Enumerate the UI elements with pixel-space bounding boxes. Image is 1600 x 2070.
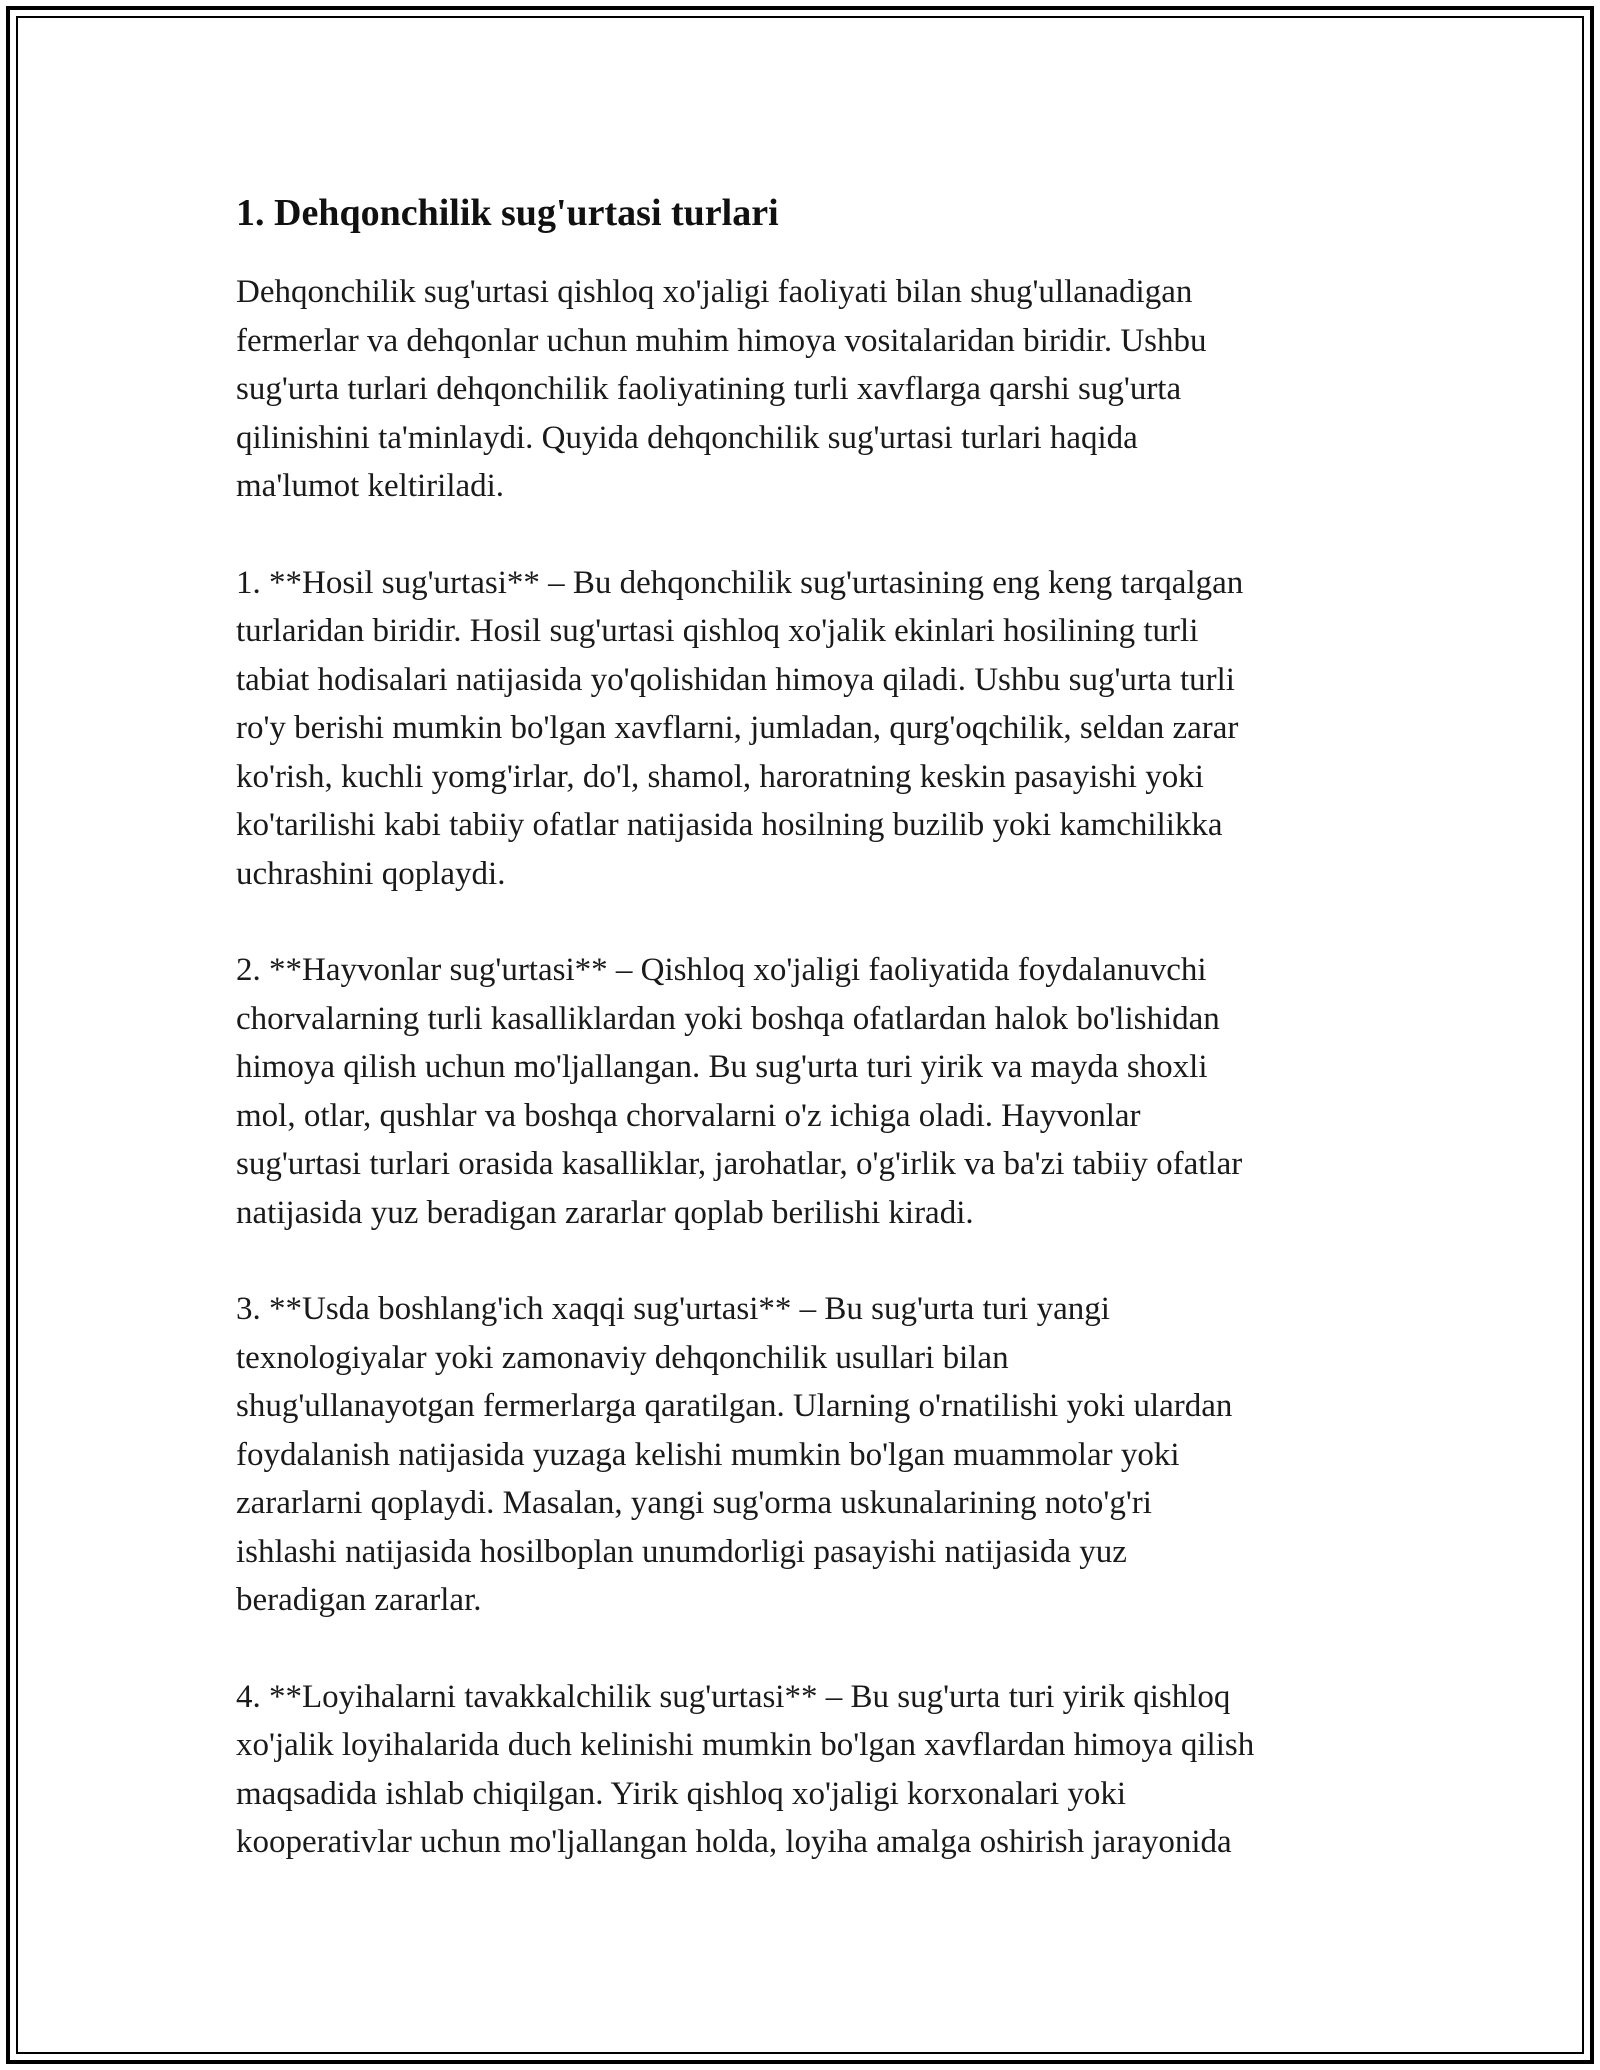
intro-paragraph: Dehqonchilik sug'urtasi qishloq xo'jaligi faoliyati bilan shug'ullanadigan fermerlar va dehqonlar uchun muhim himoya vositalaridan biridir. Ushbu sug'urta turlari dehqonchilik faoliyatining turli xavflarga qarshi sug'urta qilinishini ta'minlaydi. Quyida dehqonchilik sug'urtasi turlari haqida ma'lumot keltiriladi. [236,274,1207,504]
paragraph-equipment-insurance: 3. **Usda boshlang'ich xaqqi sug'urtasi** – Bu sug'urta turi yangi texnologiyalar yoki zamonaviy dehqonchilik usullari bilan shug'ullanayotgan fermerlarga qaratilgan. Ularning o'rnatilishi yoki ulardan foydalanish natijasida yuzaga kelishi mumkin bo'lgan muammolar yoki zararlarni qoplaydi. Masalan, yangi sug'orma uskunalarining noto'g'ri ishlashi natijasida hosilboplan unumdorligi pasayishi natijasida yuz beradigan zararlar. [236,1291,1233,1618]
paragraph-livestock-insurance: 2. **Hayvonlar sug'urtasi** – Qishloq xo'jaligi faoliyatida foydalanuvchi chorvalarning turli kasalliklardan yoki boshqa ofatlardan halok bo'lishidan himoya qilish uchun mo'ljallangan. Bu sug'urta turi yirik va mayda shoxli mol, otlar, qushlar va boshqa chorvalarni o'z ichiga oladi. Hayvonlar sug'urtasi turlari orasida kasalliklar, jarohatlar, o'g'irlik va ba'zi tabiiy ofatlar natijasida yuz beradigan zararlar qoplab berilishi kiradi. [236,952,1243,1231]
paragraph-crop-insurance: 1. **Hosil sug'urtasi** – Bu dehqonchilik sug'urtasining eng keng tarqalgan turlaridan biridir. Hosil sug'urtasi qishloq xo'jalik ekinlari hosilining turli tabiat hodisalari natijasida yo'qolishidan himoya qiladi. Ushbu sug'urta turli ro'y berishi mumkin bo'lgan xavflarni, jumladan, qurg'oqchilik, seldan zarar ko'rish, kuchli yomg'irlar, do'l, shamol, haroratning keskin pasayishi yoki ko'tarilishi kabi tabiiy ofatlar natijasida hosilning buzilib yoki kamchilikka uchrashini qoplaydi. [236,564,1244,892]
document-title: 1. Dehqonchilik sug'urtasi turlari [236,192,779,234]
paragraph-project-risk-insurance: 4. **Loyihalarni tavakkalchilik sug'urtasi** – Bu sug'urta turi yirik qishloq xo'jalik loyihalarida duch kelinishi mumkin bo'lgan xavflardan himoya qilish maqsadida ishlab chiqilgan. Yirik qishloq xo'jaligi korxonalari yoki kooperativlar uchun mo'ljallangan holda, loyiha amalga oshirish jarayonida [236,1678,1255,1860]
document-body [236,188,1386,1915]
